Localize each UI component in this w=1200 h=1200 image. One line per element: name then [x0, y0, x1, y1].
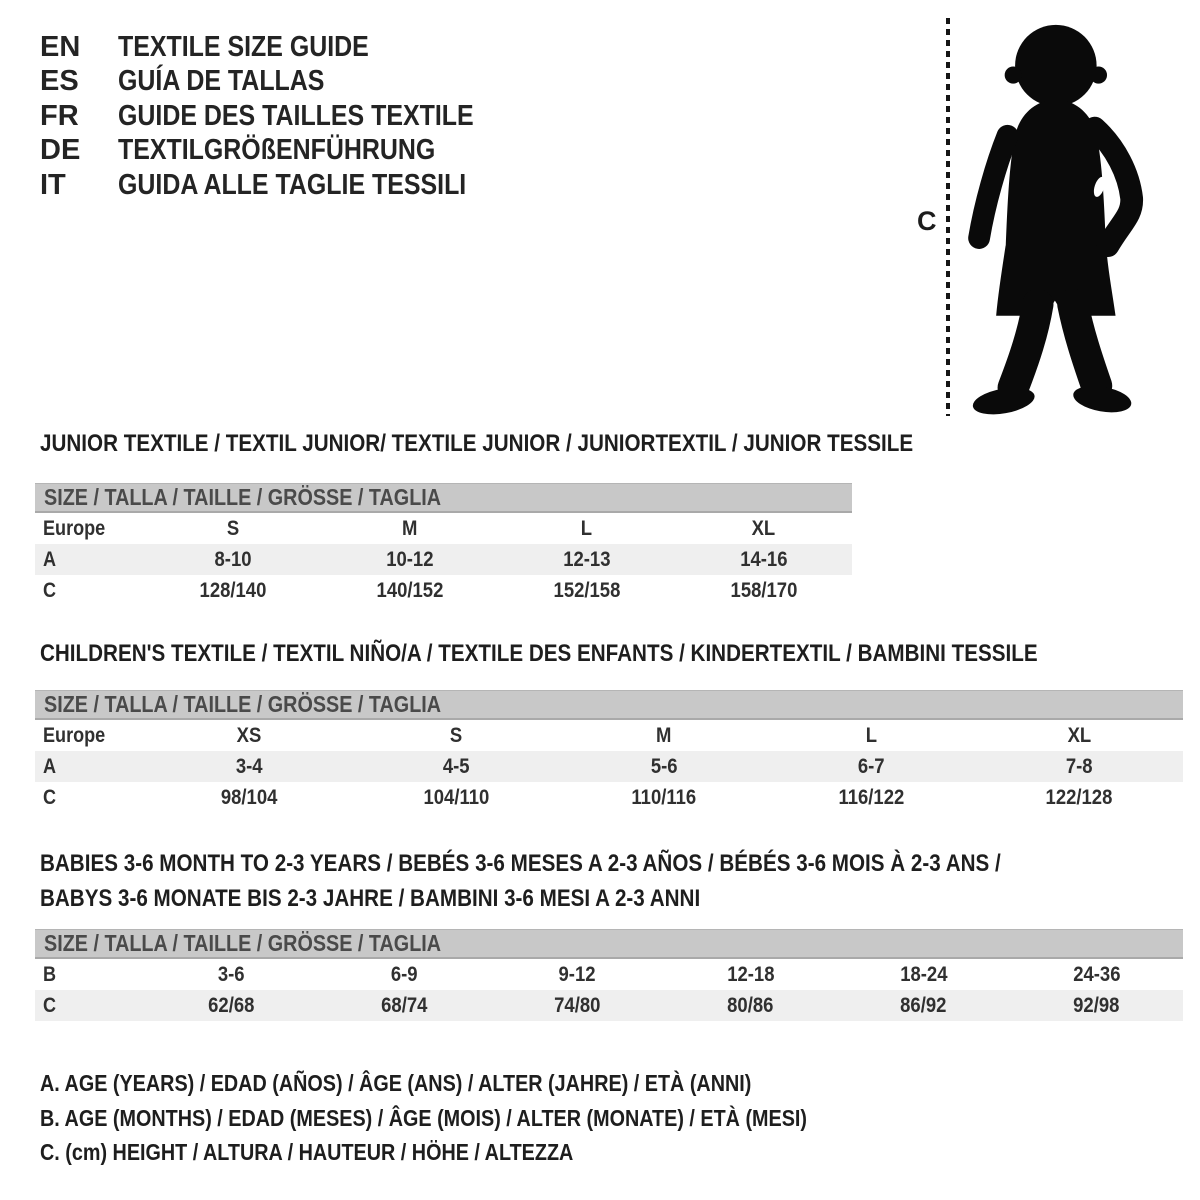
footnote-age-months: [40, 1105, 932, 1132]
cell-value: L: [581, 516, 593, 540]
language-code: FR: [40, 99, 79, 132]
table-cell: [768, 786, 976, 810]
size-header-label: SIZE / TALLA / TAILLE / GRÖSSE / TAGLIA: [44, 691, 442, 717]
cell-value: S: [227, 516, 240, 540]
cell-value: 80/86: [727, 993, 774, 1017]
table-cell: [499, 548, 676, 572]
row-label-text: A: [43, 547, 57, 571]
language-title: GUÍA DE TALLAS: [118, 65, 325, 98]
toddler-silhouette-icon: [958, 22, 1148, 420]
table-cell: [491, 994, 664, 1018]
cell-value: 74/80: [554, 993, 601, 1017]
table-cell: [1010, 994, 1183, 1018]
table-cell: [318, 963, 491, 987]
footnote-age-months-text: B. AGE (MONTHS) / EDAD (MESES) / ÂGE (MOIS) / ALTER (MONATE) / ETÀ (MESI): [40, 1105, 807, 1131]
language-row: [40, 134, 532, 169]
size-header-label: SIZE / TALLA / TAILLE / GRÖSSE / TAGLIA: [44, 484, 442, 510]
size-header-bar: [35, 690, 1183, 720]
table-row: [35, 751, 1183, 782]
cell-value: 3-4: [235, 754, 263, 778]
cell-value: XL: [751, 516, 776, 540]
footnote-height-cm-text: C. (cm) HEIGHT / ALTURA / HAUTEUR / HÖHE / ALTEZZA: [40, 1139, 574, 1165]
cell-value: 3-6: [218, 962, 245, 986]
cell-value: XS: [236, 723, 262, 747]
language-title: GUIDA ALLE TAGLIE TESSILI: [118, 168, 467, 201]
cell-value: 128/140: [199, 578, 267, 602]
table-cell: [145, 517, 322, 541]
cell-value: 12-13: [563, 547, 611, 571]
table-row: [35, 513, 852, 544]
cell-value: M: [656, 723, 672, 747]
table-cell: [499, 517, 676, 541]
table-row: [35, 959, 1183, 990]
row-label-text: A: [43, 754, 57, 778]
row-label: [35, 786, 145, 810]
junior-table-rows: [35, 513, 852, 606]
table-cell: [837, 994, 1010, 1018]
children-section-heading: [40, 641, 1200, 667]
table-cell: [675, 517, 852, 541]
cell-value: 10-12: [386, 547, 434, 571]
cell-value: 4-5: [443, 754, 470, 778]
table-cell: [145, 786, 353, 810]
babies-heading-text-line2: BABYS 3-6 MONATE BIS 2-3 JAHRE / BAMBINI 3-6 MESI A 2-3 ANNI: [40, 885, 701, 912]
table-cell: [664, 963, 837, 987]
table-cell: [322, 579, 499, 603]
cell-value: M: [402, 516, 418, 540]
row-label-text: C: [43, 578, 57, 602]
table-cell: [145, 579, 322, 603]
language-title-list: [40, 30, 532, 203]
cell-value: 18-24: [899, 962, 948, 986]
row-label-text: Europe: [43, 516, 106, 540]
language-code: EN: [40, 30, 81, 63]
cell-value: 140/152: [376, 578, 444, 602]
table-cell: [145, 724, 353, 748]
language-row: [40, 99, 532, 134]
row-label-text: Europe: [43, 723, 106, 747]
row-label: [35, 994, 145, 1018]
table-cell: [560, 724, 768, 748]
cell-value: 7-8: [1065, 754, 1093, 778]
cell-value: XL: [1067, 723, 1091, 747]
table-cell: [145, 548, 322, 572]
cell-value: 9-12: [559, 962, 596, 986]
row-label-text: B: [43, 962, 57, 986]
cell-value: 110/116: [631, 785, 697, 809]
table-cell: [768, 724, 976, 748]
cell-value: 116/122: [838, 785, 905, 809]
cell-value: 6-7: [858, 754, 885, 778]
cell-value: 6-9: [391, 962, 418, 986]
table-cell: [499, 579, 676, 603]
language-code: ES: [40, 65, 79, 98]
table-cell: [768, 755, 976, 779]
cell-value: 152/158: [553, 578, 621, 602]
language-title: TEXTILGRÖßENFÜHRUNG: [118, 134, 436, 167]
table-cell: [318, 994, 491, 1018]
footnote-age-years-text: A. AGE (YEARS) / EDAD (AÑOS) / ÂGE (ANS) / ALTER (JAHRE) / ETÀ (ANNI): [40, 1070, 752, 1096]
table-cell: [145, 994, 318, 1018]
junior-section-heading: [40, 431, 1055, 457]
row-label: [35, 579, 145, 603]
cell-value: S: [450, 723, 463, 747]
table-cell: [975, 755, 1183, 779]
table-cell: [975, 724, 1183, 748]
babies-table-rows: [35, 959, 1183, 1021]
cell-value: 92/98: [1073, 993, 1120, 1017]
cell-value: 158/170: [730, 578, 798, 602]
table-cell: [322, 517, 499, 541]
table-cell: [322, 548, 499, 572]
table-row: [35, 782, 1183, 813]
cell-value: 8-10: [214, 547, 252, 571]
cell-value: 62/68: [208, 993, 255, 1017]
row-label: [35, 963, 145, 987]
table-cell: [353, 724, 561, 748]
table-cell: [975, 786, 1183, 810]
junior-size-table: [35, 483, 852, 606]
table-cell: [491, 963, 664, 987]
row-label: [35, 517, 145, 541]
cell-value: 104/110: [423, 785, 490, 809]
language-title: TEXTILE SIZE GUIDE: [118, 30, 369, 63]
table-row: [35, 990, 1183, 1021]
table-row: [35, 575, 852, 606]
table-row: [35, 544, 852, 575]
cell-value: 12-18: [726, 962, 775, 986]
language-code: DE: [40, 134, 81, 167]
footnote-age-years: [40, 1070, 867, 1097]
cell-value: 122/128: [1045, 785, 1113, 809]
size-header-label: SIZE / TALLA / TAILLE / GRÖSSE / TAGLIA: [44, 930, 442, 956]
table-cell: [560, 786, 768, 810]
table-cell: [560, 755, 768, 779]
language-code: IT: [40, 168, 66, 201]
size-header-bar: [35, 483, 852, 513]
row-label: [35, 755, 145, 779]
row-label: [35, 724, 145, 748]
junior-heading-text: JUNIOR TEXTILE / TEXTIL JUNIOR/ TEXTILE JUNIOR / JUNIORTEXTIL / JUNIOR TESSILE: [40, 430, 914, 457]
children-size-table: [35, 690, 1183, 813]
babies-size-table: [35, 929, 1183, 1021]
children-heading-text: CHILDREN'S TEXTILE / TEXTIL NIÑO/A / TEXTILE DES ENFANTS / KINDERTEXTIL / BAMBINI TESSILE: [40, 640, 1038, 667]
cell-value: 86/92: [900, 993, 947, 1017]
table-cell: [664, 994, 837, 1018]
table-cell: [675, 548, 852, 572]
language-row: [40, 65, 532, 100]
language-row: [40, 168, 532, 203]
table-cell: [675, 579, 852, 603]
table-cell: [837, 963, 1010, 987]
language-row: [40, 30, 532, 65]
table-cell: [145, 963, 318, 987]
children-table-rows: [35, 720, 1183, 813]
cell-value: 24-36: [1072, 962, 1121, 986]
table-cell: [145, 755, 353, 779]
footnote-height-cm: [40, 1139, 660, 1166]
cell-value: 5-6: [650, 754, 678, 778]
cell-value: L: [865, 723, 878, 747]
babies-heading-text-line1: BABIES 3-6 MONTH TO 2-3 YEARS / BEBÉS 3-6 MESES A 2-3 AÑOS / BÉBÉS 3-6 MOIS À 2-3 ANS /: [40, 850, 1001, 877]
cell-value: 98/104: [220, 785, 278, 809]
size-header-bar: [35, 929, 1183, 959]
babies-section-heading-line1: [40, 851, 1157, 877]
height-measure-dotted-line: [946, 18, 950, 416]
row-label-text: C: [43, 785, 57, 809]
table-cell: [353, 755, 561, 779]
table-row: [35, 720, 1183, 751]
table-cell: [1010, 963, 1183, 987]
cell-value: 68/74: [381, 993, 428, 1017]
row-label-text: C: [43, 993, 57, 1017]
language-title: GUIDE DES TAILLES TEXTILE: [118, 99, 474, 132]
babies-section-heading-line2: [40, 886, 808, 912]
table-cell: [353, 786, 561, 810]
cell-value: 14-16: [739, 547, 788, 571]
row-label: [35, 548, 145, 572]
height-measure-label: C: [917, 206, 937, 236]
